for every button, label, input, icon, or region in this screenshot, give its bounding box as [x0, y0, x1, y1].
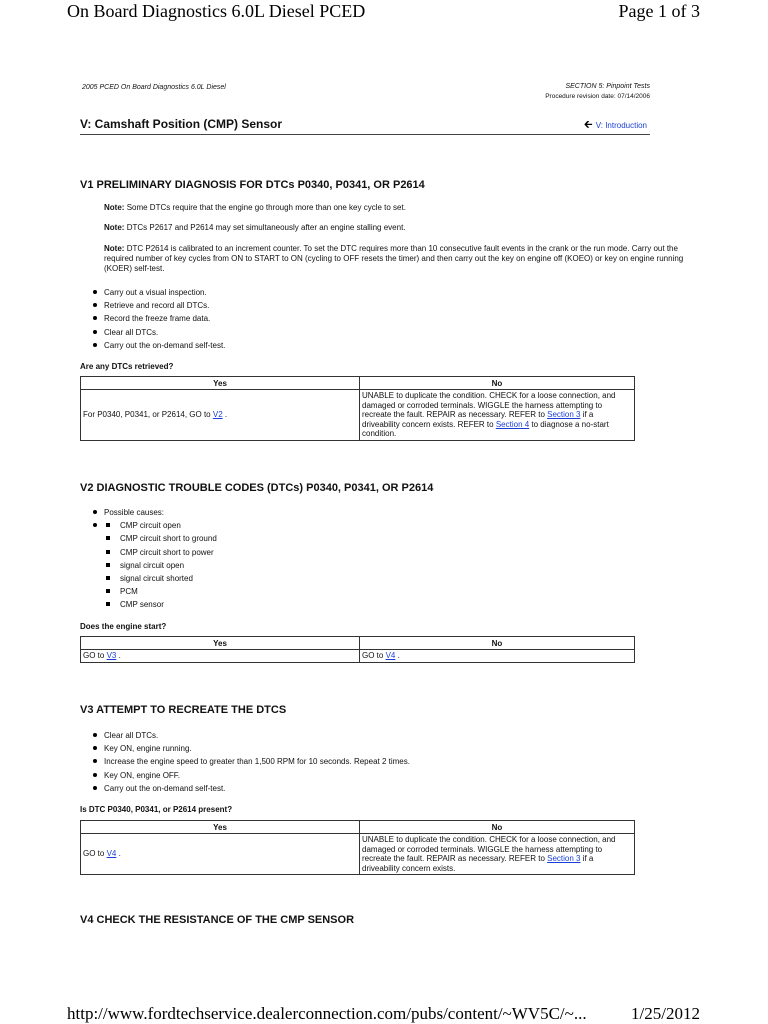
v3-heading: V3 ATTEMPT TO RECREATE THE DTCS [80, 704, 287, 716]
v2-heading: V2 DIAGNOSTIC TROUBLE CODES (DTCs) P0340, P0341, OR P2614 [80, 482, 434, 494]
no-header: No [360, 637, 635, 650]
list-item: Carry out the on-demand self-test. [92, 339, 225, 352]
link-section-3[interactable]: Section 3 [547, 410, 581, 419]
document-header-right [545, 82, 650, 102]
back-arrow-icon: 🡰 [583, 119, 593, 131]
title-row [80, 116, 650, 135]
list-item: Key ON, engine running. [92, 742, 410, 755]
list-item: CMP circuit short to ground [92, 532, 217, 545]
possible-causes [92, 519, 217, 611]
list-item: CMP sensor [92, 598, 217, 611]
v2-table [80, 636, 635, 663]
list-item: Clear all DTCs. [92, 326, 225, 339]
print-header-title: On Board Diagnostics 6.0L Diesel PCED [67, 1, 366, 21]
section-label: SECTION 5: Pinpoint Tests [565, 83, 650, 90]
v1-note-1 [104, 203, 686, 213]
v1-steps [92, 286, 225, 352]
note-text: DTC P2614 is calibrated to an increment counter. To set the DTC requires more than 10 consecutive fault events in the crank or the run mode. Carry out the required number of key cycles from ON to START to ON (cycling to OFF resets the timer) and then carry out the key on engine off (KOEO) or key on engine running (KOER) self-test. [104, 244, 684, 273]
list-item: Possible causes: [92, 506, 217, 519]
v2-causes-list [92, 506, 217, 612]
no-header: No [360, 821, 635, 834]
v4-heading: V4 CHECK THE RESISTANCE OF THE CMP SENSOR [80, 914, 355, 926]
yes-text: For P0340, P0341, or P2614, GO to [83, 410, 213, 419]
v1-note-2 [104, 223, 686, 233]
list-item: signal circuit shorted [92, 572, 217, 585]
list-item: Carry out a visual inspection. [92, 286, 225, 299]
page-title: V: Camshaft Position (CMP) Sensor [80, 117, 283, 131]
v1-question: Are any DTCs retrieved? [80, 362, 174, 371]
list-item: Increase the engine speed to greater than 1,500 RPM for 10 seconds. Repeat 2 times. [92, 755, 410, 768]
yes-cell: GO to V4 . [81, 834, 360, 875]
list-item: CMP circuit short to power [92, 546, 217, 559]
no-text: if a driveability concern exists. [362, 854, 594, 873]
no-cell [360, 834, 635, 875]
note-label: Note: [104, 223, 125, 232]
no-cell: GO to V4 . [360, 650, 635, 663]
list-item: Record the freeze frame data. [92, 312, 225, 325]
v1-table [80, 376, 635, 441]
yes-header: Yes [81, 821, 360, 834]
v3-question: Is DTC P0340, P0341, or P2614 present? [80, 805, 233, 814]
link-v3[interactable]: V3 [106, 651, 117, 660]
yes-text: GO to [83, 651, 107, 660]
list-item: Carry out the on-demand self-test. [92, 782, 410, 795]
yes-text: GO to [83, 849, 107, 859]
footer-url: http://www.fordtechservice.dealerconnection.com/pubs/content/~WV5C/~... [67, 1004, 587, 1023]
no-text: if a driveability concern exists. REFER to [362, 410, 594, 429]
introduction-link-label: V: Introduction [595, 121, 647, 130]
v3-table [80, 820, 635, 875]
v1-heading: V1 PRELIMINARY DIAGNOSIS FOR DTCs P0340, P0341, OR P2614 [80, 179, 425, 191]
list-item: Key ON, engine OFF. [92, 769, 410, 782]
no-cell [360, 390, 635, 441]
no-text: GO to [362, 651, 386, 660]
note-text: DTCs P2617 and P2614 may set simultaneously after an engine stalling event. [126, 223, 406, 232]
link-v2[interactable]: V2 [212, 410, 223, 419]
print-footer [0, 1004, 768, 1024]
yes-cell: For P0340, P0341, or P2614, GO to V2 . [81, 390, 360, 441]
link-section-3[interactable]: Section 3 [547, 854, 581, 863]
link-section-4[interactable]: Section 4 [495, 419, 530, 429]
yes-header: Yes [81, 377, 360, 390]
link-v4[interactable]: V4 [385, 651, 396, 660]
footer-date: 1/25/2012 [631, 1004, 700, 1023]
v2-question: Does the engine start? [80, 622, 167, 631]
yes-header: Yes [81, 637, 360, 650]
print-header [0, 0, 768, 24]
no-text: UNABLE to duplicate the condition. CHECK for a loose connection, and damaged or corroded terminals. WIGGLE the harness attempting to recreate the fault. REPAIR as necessary. REFER to [362, 391, 616, 419]
note-label: Note: [104, 203, 125, 212]
print-header-page: Page 1 of 3 [618, 1, 700, 21]
list-item: Clear all DTCs. [92, 729, 410, 742]
link-v4[interactable]: V4 [106, 849, 117, 859]
list-item: Retrieve and record all DTCs. [92, 299, 225, 312]
list-item: PCM [92, 585, 217, 598]
v1-note-3 [104, 244, 686, 274]
document-header-left: 2005 PCED On Board Diagnostics 6.0L Diesel [82, 84, 226, 91]
no-text: to diagnose a no-start condition. [362, 419, 609, 438]
note-label: Note: [104, 244, 125, 253]
yes-cell: GO to V3 . [81, 650, 360, 663]
no-header: No [360, 377, 635, 390]
revision-date: Procedure revision date: 07/14/2006 [545, 93, 650, 100]
no-text: UNABLE to duplicate the condition. CHECK for a loose connection, and damaged or corroded terminals. WIGGLE the harness attempting to recreate the fault. REPAIR as necessary. REFER to [362, 835, 616, 863]
list-item: CMP circuit open [92, 519, 217, 532]
introduction-link[interactable] [584, 116, 647, 135]
v3-steps [92, 729, 410, 795]
sub-list-wrapper [92, 519, 217, 611]
list-item: signal circuit open [92, 559, 217, 572]
note-text: Some DTCs require that the engine go through more than one key cycle to set. [126, 203, 406, 212]
